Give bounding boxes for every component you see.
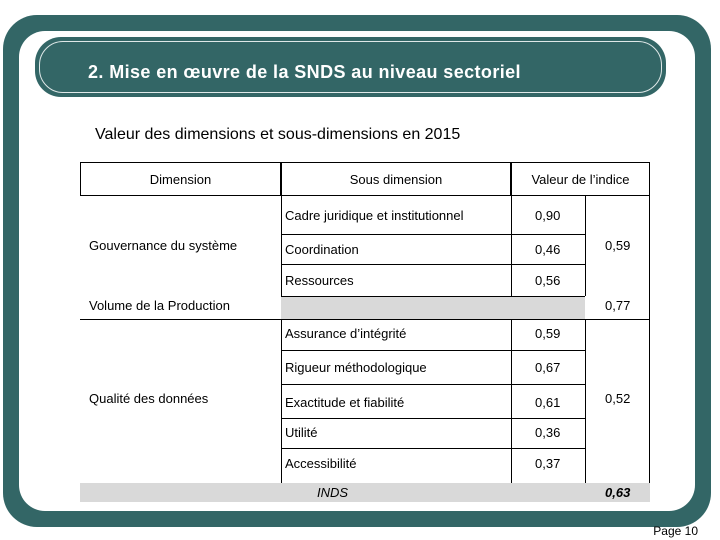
sous-dimension-value: 0,36 xyxy=(535,425,561,440)
shaded-empty-cell xyxy=(281,296,585,319)
sous-dimension-label: Coordination xyxy=(285,242,359,257)
sous-dimension-label: Rigueur méthodologique xyxy=(285,360,427,375)
header-dimension: Dimension xyxy=(149,172,212,187)
row-divider xyxy=(281,418,585,419)
slide-title: 2. Mise en œuvre de la SNDS au niveau sectoriel xyxy=(88,62,521,82)
dimension-label: Volume de la Production xyxy=(89,298,230,313)
dimension-total: 0,59 xyxy=(605,238,631,253)
row-divider xyxy=(281,384,585,385)
sous-dimension-value: 0,59 xyxy=(535,326,561,341)
sous-dimension-label: Cadre juridique et institutionnel xyxy=(285,208,464,223)
footer-value: 0,63 xyxy=(605,485,631,500)
dimension-total: 0,77 xyxy=(605,298,631,313)
table-caption: Valeur des dimensions et sous-dimensions en 2015 xyxy=(95,126,461,143)
sous-dimension-value: 0,90 xyxy=(535,208,561,223)
column-divider xyxy=(281,196,282,491)
sous-dimension-value: 0,61 xyxy=(535,395,561,410)
sous-dimension-label: Utilité xyxy=(285,425,318,440)
sous-dimension-value: 0,56 xyxy=(535,273,561,288)
column-divider xyxy=(585,319,586,491)
row-divider xyxy=(281,234,585,235)
row-divider xyxy=(281,296,585,297)
column-divider xyxy=(649,196,650,491)
footer-label: INDS xyxy=(317,485,349,500)
sous-dimension-value: 0,67 xyxy=(535,360,561,375)
column-divider xyxy=(585,196,586,296)
footer-row-shade xyxy=(80,483,650,502)
row-divider xyxy=(281,350,585,351)
header-valeur: Valeur de l’indice xyxy=(531,172,630,187)
sous-dimension-value: 0,37 xyxy=(535,456,561,471)
row-divider xyxy=(281,448,585,449)
row-divider xyxy=(281,264,585,265)
sous-dimension-label: Accessibilité xyxy=(285,456,357,471)
dimension-label: Gouvernance du système xyxy=(89,238,238,253)
row-divider xyxy=(80,319,650,320)
column-divider xyxy=(511,196,512,491)
header-sous-dimension: Sous dimension xyxy=(349,172,443,187)
dimension-total: 0,52 xyxy=(605,391,631,406)
dimension-label: Qualité des données xyxy=(89,391,209,406)
sous-dimension-value: 0,46 xyxy=(535,242,561,257)
sous-dimension-label: Ressources xyxy=(285,273,354,288)
sous-dimension-label: Exactitude et fiabilité xyxy=(285,395,405,410)
sous-dimension-label: Assurance d’intégrité xyxy=(285,326,407,341)
page-number: Page 10 xyxy=(653,524,698,538)
indices-table xyxy=(80,162,650,502)
